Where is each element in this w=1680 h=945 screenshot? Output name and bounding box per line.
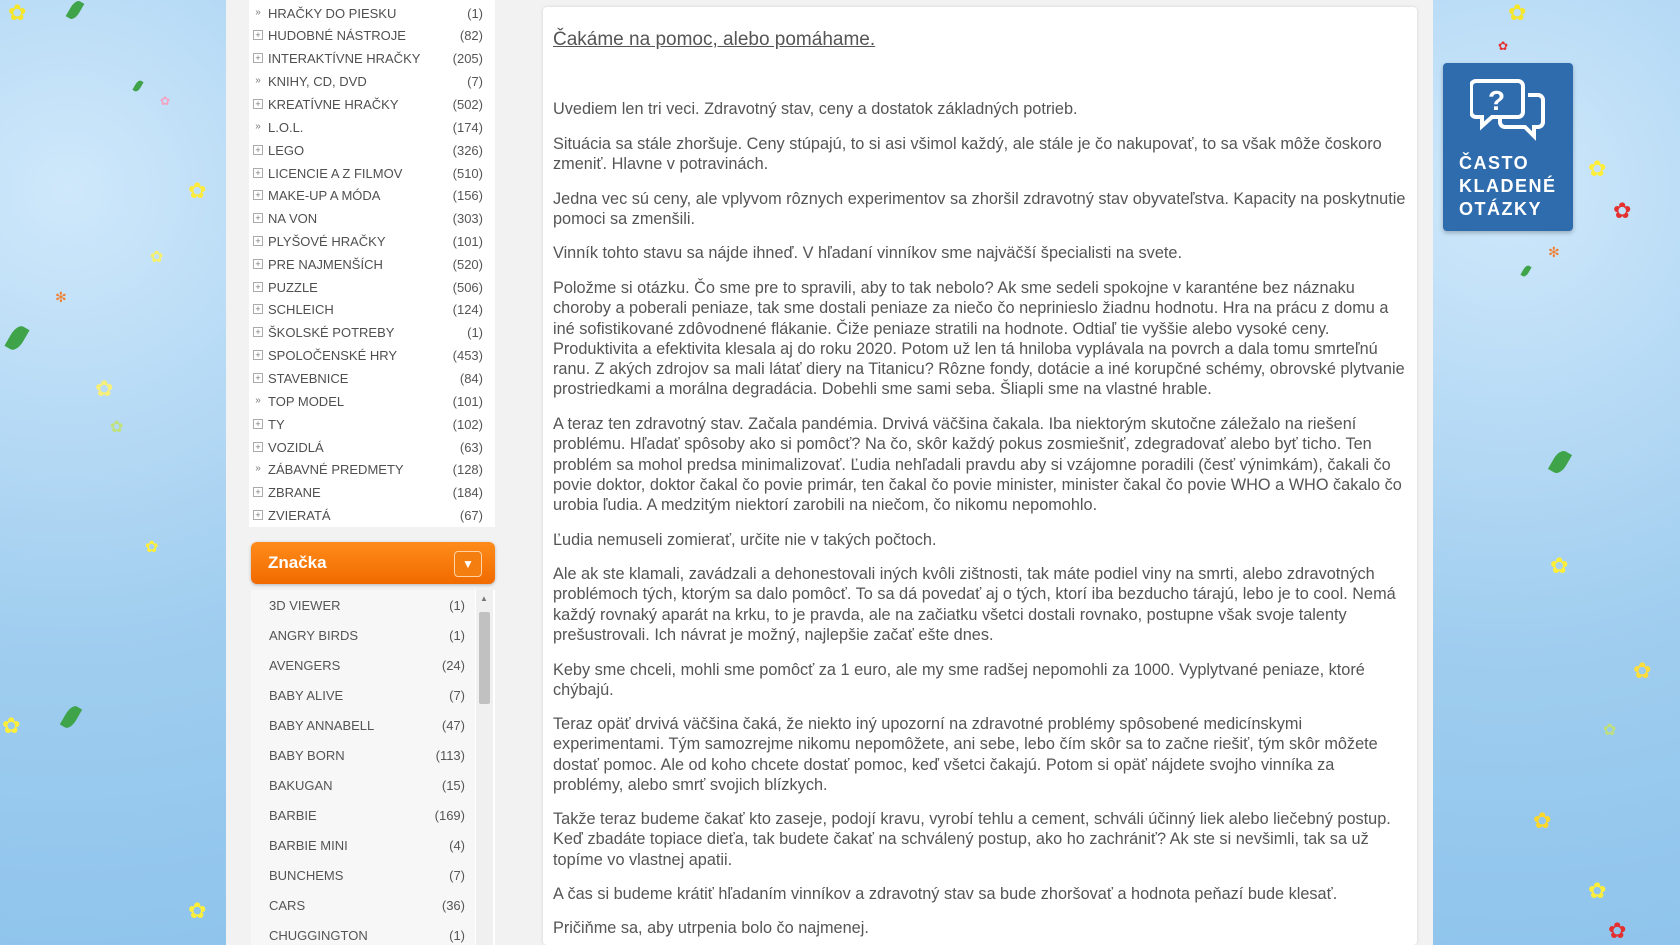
brand-item[interactable] — [251, 620, 475, 651]
brand-item[interactable] — [251, 830, 475, 861]
chevron-down-icon[interactable]: ▼ — [454, 551, 482, 577]
category-count: (1) — [467, 5, 483, 21]
flower-decoration: ✿ — [2, 713, 21, 738]
category-item[interactable] — [253, 207, 483, 229]
flower-decoration: ✿ — [1588, 878, 1607, 903]
faq-label-line: ČASTO — [1459, 153, 1530, 173]
category-label: HRAČKY DO PIESKU — [268, 5, 397, 21]
category-item[interactable] — [253, 230, 483, 252]
svg-text:?: ? — [1488, 85, 1506, 116]
category-count: (82) — [459, 27, 483, 43]
brand-count: (1) — [449, 927, 465, 943]
category-item[interactable] — [253, 276, 483, 298]
brand-count: (15) — [441, 777, 465, 793]
brand-label: 3D VIEWER — [269, 597, 341, 613]
brand-item[interactable] — [251, 770, 475, 801]
brand-label: BARBIE — [269, 807, 317, 823]
category-count: (84) — [459, 370, 483, 386]
article-paragraph: Pričiňme sa, aby utrpenia bolo čo najmenej. — [553, 919, 869, 937]
category-label: INTERAKTÍVNE HRAČKY — [268, 50, 421, 66]
article-paragraph: Jedna vec sú ceny, ale vplyvom rôznych experimentov sa zhoršil zdravotný stav obyvateľstva. Kapacity na poskytnutie pomoci sa zmenšili. — [553, 190, 1406, 229]
plus-icon[interactable]: + — [253, 259, 263, 269]
chevron-right-icon: » — [255, 7, 261, 18]
chevron-right-icon: » — [255, 395, 261, 406]
flower-decoration: ✿ — [1588, 156, 1607, 181]
brand-count: (4) — [449, 837, 465, 853]
article — [543, 7, 1417, 945]
plus-icon[interactable]: + — [253, 168, 263, 178]
article-paragraph: Uvediem len tri veci. Zdravotný stav, ceny a dostatok základných potrieb. — [553, 100, 1078, 118]
flower-decoration: ✻ — [1548, 244, 1560, 260]
chevron-right-icon: » — [255, 121, 261, 132]
brand-item[interactable] — [251, 650, 475, 681]
brand-item[interactable] — [251, 740, 475, 771]
category-label: MAKE-UP A MÓDA — [268, 187, 381, 203]
category-count: (1) — [467, 324, 483, 340]
question-chat-icon — [1470, 77, 1550, 147]
brand-count: (1) — [449, 597, 465, 613]
category-count: (506) — [452, 279, 483, 295]
category-item[interactable] — [253, 70, 483, 92]
category-item[interactable] — [253, 298, 483, 320]
article-paragraph: Položme si otázku. Čo sme pre to spravili, aby to tak nebolo? Ak sme sedeli spokojne v karanténe bez náznaku choroby a poberali peniaze, tak sme dostali peniaze za niečo čo neprinieslo žiadnu hodnotu. Hra na prácu z domu a iné sofistikované zdôvodnené flákanie. Čiže peniaze stratili na hodnote. Odtiaľ tie vyššie alebo vysoké ceny. Produktivita a efektivita klesala aj do roku 2020. Potom už len tá hniloba vyplávala na povrch a dala tomu smrteľnú ranu. Z akých zdrojov sa mali látať diery na Titanicu? Rôzne fondy, dotácie a iné korupčné schémy, obrovské plytvanie prostriedkami a morálna degradácia. Dobehli sme sami seba. Šliapli sme na vlastné hrable. — [553, 279, 1405, 399]
brand-label: AVENGERS — [269, 657, 341, 673]
flower-decoration: ✿ — [1608, 918, 1627, 943]
faq-label — [1459, 152, 1569, 221]
leaf-decoration — [1548, 448, 1572, 476]
category-label: KREATÍVNE HRAČKY — [268, 96, 399, 112]
leaf-decoration — [132, 79, 143, 92]
brand-filter-header[interactable] — [251, 542, 495, 584]
category-label: KNIHY, CD, DVD — [268, 73, 367, 89]
article-paragraph: Vinník tohto stavu sa nájde ihneď. V hľadaní vinníkov sme najväčší špecialisti na svete. — [553, 244, 1182, 262]
article-paragraph: Ľudia nemuseli zomierať, určite nie v takých počtoch. — [553, 531, 937, 549]
category-label: SPOLOČENSKÉ HRY — [268, 347, 398, 363]
brand-count: (7) — [449, 687, 465, 703]
category-count: (124) — [452, 301, 483, 317]
category-item[interactable] — [253, 390, 483, 412]
category-count: (67) — [459, 507, 483, 523]
plus-icon[interactable]: + — [253, 327, 263, 337]
article-paragraph: Teraz opäť drvivá väčšina čaká, že niekto iný upozorní na zdravotné problémy spôsobené medicínskymi experimentami. Tým samozrejme nikomu nepomôžete, ani sebe, lebo čím skôr sa to začne riešiť, tým skôr môžete dostať pomoc. Ale od koho chcete dostať pomoc, keď všetci čakajú. Potom si opäť nájdete svojho vinníka za problémy, alebo smrť svojich blízkych. — [553, 715, 1378, 794]
leaf-decoration — [1520, 264, 1531, 277]
article-title[interactable]: Čakáme na pomoc, alebo pomáhame. — [553, 29, 876, 50]
flower-decoration: ✿ — [8, 0, 27, 25]
category-item[interactable] — [253, 413, 483, 435]
brand-label: BAKUGAN — [269, 777, 333, 793]
plus-icon[interactable]: + — [253, 350, 263, 360]
category-label: ZBRANE — [268, 484, 321, 500]
article-paragraph: Takže teraz budeme čakať kto zaseje, podojí kravu, vyrobí tehlu a cement, schváli účinný liek alebo liečebný postup. Keď zbadáte topiace dieťa, tak budete čakať na schválený postup, ako ho zachrániť? Ak ste si nevšimli, tak sa už topíme vo vlastnej apatii. — [553, 810, 1391, 869]
category-item[interactable] — [253, 367, 483, 389]
scrollbar-thumb[interactable] — [479, 612, 490, 704]
category-count: (156) — [452, 187, 483, 203]
category-count: (520) — [452, 256, 483, 272]
plus-icon[interactable]: + — [253, 145, 263, 155]
category-count: (7) — [467, 73, 483, 89]
category-label: LICENCIE A Z FILMOV — [268, 165, 403, 181]
brand-count: (47) — [441, 717, 465, 733]
brand-label: BABY ANNABELL — [269, 717, 375, 733]
flower-decoration: ✿ — [188, 898, 207, 923]
category-label: STAVEBNICE — [268, 370, 349, 386]
plus-icon[interactable]: + — [253, 373, 263, 383]
category-item[interactable] — [253, 481, 483, 503]
leaf-decoration — [66, 0, 85, 21]
plus-icon[interactable]: + — [253, 304, 263, 314]
flower-decoration: ✿ — [95, 376, 114, 401]
brand-label: BABY ALIVE — [269, 687, 344, 703]
category-label: PLYŠOVÉ HRAČKY — [268, 233, 386, 249]
brand-label: ANGRY BIRDS — [269, 627, 359, 643]
category-item[interactable] — [253, 93, 483, 115]
article-paragraph: A čas si budeme krátiť hľadaním vinníkov a zdravotný stav sa bude zhoršovať a hodnota peňazí bude klesať. — [553, 885, 1338, 903]
flower-decoration: ✿ — [1533, 808, 1552, 833]
article-paragraph: A teraz ten zdravotný stav. Začala pandémia. Drvivá väčšina čakala. Iba niektorým skutočne záležalo na riešení problému. Hľadať spôsoby ako si pomôcť? Na čo, skôr každý pokus zosmiešniť, zdegradovať alebo byť ticho. Ten problém sa mohol predsa minimalizovať. Ľudia nehľadali pravdu aby si vzájomne poradili (česť výnimkám), čakali čo povie doktor, doktor čakal čo povie primár, ten čakal čo povie minister, minister čakal čo povie WHO a WHO čakalo čo urobia ľudia. A medzitým niektorí zarobili na niečom, čo nikomu nepomohlo. — [553, 415, 1402, 515]
category-item[interactable] — [253, 253, 483, 275]
category-label: NA VON — [268, 210, 318, 226]
brand-label: BABY BORN — [269, 747, 345, 763]
category-label: PRE NAJMENŠÍCH — [268, 256, 383, 272]
category-count: (102) — [452, 416, 483, 432]
category-count: (502) — [452, 96, 483, 112]
leaf-decoration — [4, 323, 29, 353]
brand-count: (24) — [441, 657, 465, 673]
category-item[interactable] — [253, 504, 483, 526]
category-count: (63) — [459, 439, 483, 455]
plus-icon[interactable]: + — [253, 419, 263, 429]
brand-list — [251, 590, 495, 945]
category-count: (303) — [452, 210, 483, 226]
category-label: SCHLEICH — [268, 301, 334, 317]
flower-decoration: ✿ — [1633, 658, 1652, 683]
brand-count: (1) — [449, 627, 465, 643]
category-count: (510) — [452, 165, 483, 181]
article-paragraph: Situácia sa stále zhoršuje. Ceny stúpajú, to si asi všimol každý, ale stále je čo nakupovať, to sa však môže čoskoro zmeniť. Hlavne v potravinách. — [553, 135, 1382, 174]
plus-icon[interactable]: + — [253, 213, 263, 223]
category-count: (453) — [452, 347, 483, 363]
flower-decoration: ✿ — [150, 249, 164, 266]
plus-icon[interactable]: + — [253, 282, 263, 292]
category-label: VOZIDLÁ — [268, 439, 324, 455]
brand-list-scrollbar[interactable] — [476, 590, 493, 945]
category-item[interactable] — [253, 2, 483, 24]
flower-decoration: ✿ — [110, 419, 124, 436]
category-label: ŠKOLSKÉ POTREBY — [268, 324, 395, 340]
faq-label-line: OTÁZKY — [1459, 199, 1542, 219]
flower-decoration: ✿ — [1603, 722, 1617, 739]
flower-decoration: ✿ — [1498, 39, 1509, 53]
brand-count: (113) — [435, 747, 465, 763]
category-item[interactable] — [253, 24, 483, 46]
brand-label: CARS — [269, 897, 306, 913]
brand-item[interactable] — [251, 890, 475, 921]
flower-decoration: ✿ — [1613, 198, 1632, 223]
brand-count: (7) — [449, 867, 465, 883]
category-label: ZVIERATÁ — [268, 507, 331, 523]
category-label: L.O.L. — [268, 119, 304, 135]
category-count: (101) — [452, 233, 483, 249]
plus-icon[interactable]: + — [253, 236, 263, 246]
flower-decoration: ✿ — [160, 94, 171, 108]
brand-item[interactable] — [251, 860, 475, 891]
chevron-right-icon: » — [255, 75, 261, 86]
brand-label: CHUGGINGTON — [269, 927, 368, 943]
brand-item[interactable] — [251, 920, 475, 945]
category-item[interactable] — [253, 139, 483, 161]
chevron-right-icon: » — [255, 463, 261, 474]
category-count: (101) — [452, 393, 483, 409]
category-count: (326) — [452, 142, 483, 158]
brand-item[interactable] — [251, 800, 475, 831]
plus-icon[interactable]: + — [253, 190, 263, 200]
brand-filter-title: Značka — [268, 553, 327, 572]
plus-icon[interactable]: + — [253, 30, 263, 40]
brand-item[interactable] — [251, 680, 475, 711]
article-paragraph: Ale ak ste klamali, zavádzali a dehonestovali iných kvôli zištnosti, tak máte podiel viny na smrti, alebo zdravotných problémoch tých, ktorým sa dalo pomôcť. To sa dá povedať aj o tých, ktorí iba bezducho tárajú, lebo je to cool. Nemá každý rovnaký aparát na krku, to je pravda, ale na začiatku všetci dostali rovnako, postupne však svoje talenty prešustrovali. Ich návrat je možný, najlepšie začať ešte dnes. — [553, 565, 1396, 644]
category-list — [249, 0, 495, 527]
leaf-decoration — [60, 704, 82, 731]
faq-label-line: KLADENÉ — [1459, 176, 1557, 196]
plus-icon[interactable]: + — [253, 442, 263, 452]
flower-decoration: ✿ — [1508, 0, 1527, 25]
flower-decoration: ✻ — [55, 289, 67, 305]
brand-item[interactable] — [251, 590, 475, 621]
brand-label: BUNCHEMS — [269, 867, 344, 883]
flower-decoration: ✿ — [1550, 553, 1569, 578]
category-label: PUZZLE — [268, 279, 318, 295]
flower-decoration: ✿ — [145, 539, 159, 556]
category-item[interactable] — [253, 344, 483, 366]
flower-decoration: ✿ — [188, 178, 207, 203]
plus-icon[interactable]: + — [253, 487, 263, 497]
article-paragraph: Keby sme chceli, mohli sme pomôcť za 1 euro, ale my sme radšej nepomohli za 1000. Vyplytvané peniaze, ktoré chýbajú. — [553, 661, 1365, 700]
category-label: TOP MODEL — [268, 393, 345, 409]
category-label: ZÁBAVNÉ PREDMETY — [268, 461, 404, 477]
category-item[interactable] — [253, 116, 483, 138]
brand-count: (36) — [441, 897, 465, 913]
scroll-up-arrow-icon[interactable]: ▲ — [480, 594, 488, 603]
category-item[interactable] — [253, 321, 483, 343]
category-label: TY — [268, 416, 285, 432]
category-count: (184) — [452, 484, 483, 500]
plus-icon[interactable]: + — [253, 99, 263, 109]
category-label: LEGO — [268, 142, 305, 158]
category-count: (128) — [452, 461, 483, 477]
brand-count: (169) — [434, 807, 465, 823]
brand-item[interactable] — [251, 710, 475, 741]
brand-label: BARBIE MINI — [269, 837, 348, 853]
background-left-decoration — [0, 0, 226, 945]
category-item[interactable] — [253, 184, 483, 206]
category-item[interactable] — [253, 458, 483, 480]
plus-icon[interactable]: + — [253, 53, 263, 63]
category-item[interactable] — [253, 436, 483, 458]
category-item[interactable] — [253, 162, 483, 184]
category-item[interactable] — [253, 47, 483, 69]
category-count: (174) — [452, 119, 483, 135]
faq-button[interactable] — [1443, 63, 1573, 231]
category-count: (205) — [452, 50, 483, 66]
plus-icon[interactable]: + — [253, 510, 263, 520]
category-label: HUDOBNÉ NÁSTROJE — [268, 27, 406, 43]
